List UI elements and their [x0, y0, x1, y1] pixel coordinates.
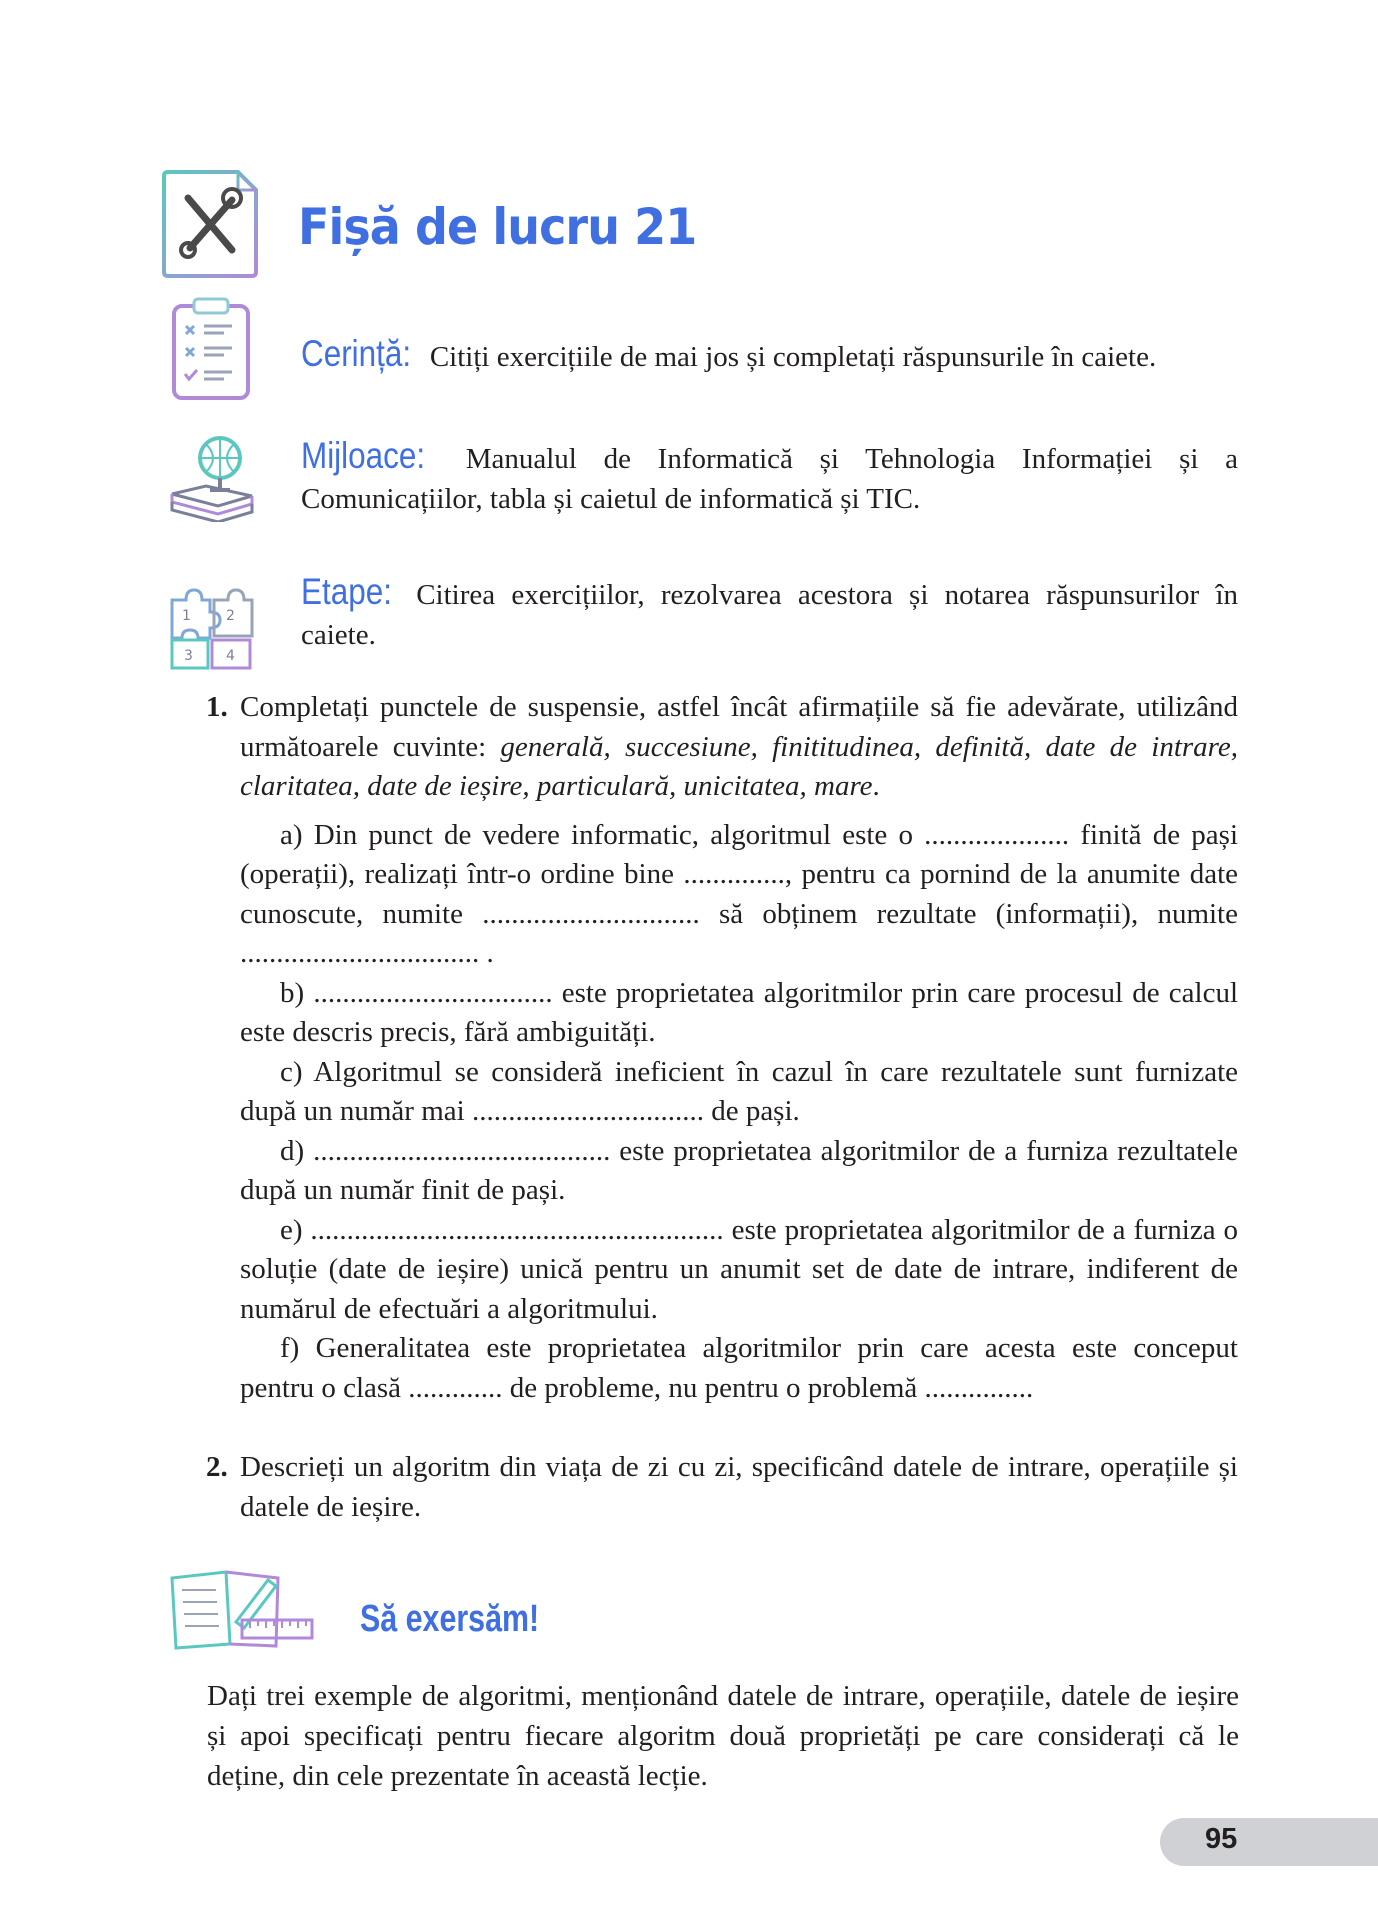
checklist-icon — [170, 296, 252, 402]
exercise-2 — [206, 1448, 1238, 1527]
mijloace-section — [301, 436, 1238, 519]
notebook-pencil-icon — [166, 1566, 316, 1650]
tools-icon — [160, 168, 260, 280]
exercise-item-d: d) ......................................... este proprietatea algoritmilor de a furniza rezultatele după un număr finit de pași. — [240, 1134, 1238, 1206]
exercise-2-number: 2. — [206, 1451, 228, 1483]
puzzle-icon — [168, 586, 256, 672]
practice-text: Dați trei exemple de algoritmi, menționând datele de intrare, operațiile, datele de ieșire și apoi specificați pentru fiecare algoritm două proprietăți pe care considerați că le deține, din cele prezentate în această lecție. — [207, 1680, 1239, 1792]
etape-text: Citirea exercițiilor, rezolvarea acestora și notarea răspunsurilor în caiete. — [301, 579, 1238, 651]
exercise-item-e: e) ......................................................... este proprietatea algoritmilor de a furniza o soluție (date de ieșire) unică pentru un anumit set de date de intrare, indiferent de numărul de efectuări a algoritmului. — [240, 1213, 1238, 1325]
exercise-1 — [206, 688, 1238, 1408]
exercise-2-text: Descrieți un algoritm din viața de zi cu zi, specificând datele de intrare, operațiile și datele de ieșire. — [240, 1451, 1238, 1523]
svg-text:1: 1 — [182, 608, 191, 624]
exercise-1-items — [240, 816, 1238, 1409]
cerinta-text: Citiți exercițiile de mai jos și completați răspunsurile în caiete. — [429, 341, 1157, 373]
page-number: 95 — [1205, 1823, 1238, 1855]
mijloace-label: Mijloace: — [301, 435, 426, 476]
practice-title: Să exersăm! — [360, 1598, 540, 1640]
exercise-1-intro: Completați punctele de suspensie, astfel încât afirmațiile să fie adevărate, utilizând următoarele cuvinte: generală, succesiune, finititudinea, definită, date de intrare, claritatea, date de ieșire, particulară, unicitatea, mare. — [240, 691, 1238, 802]
exercise-1-words: generală, succesiune, finititudinea, definită, date de intrare, claritatea, date de ieșire, particulară, unicitatea, mare — [240, 730, 1238, 802]
etape-label: Etape: — [301, 571, 392, 612]
svg-text:3: 3 — [184, 648, 193, 664]
svg-text:4: 4 — [226, 648, 235, 664]
globe-books-icon — [166, 432, 258, 522]
cerinta-label: Cerință: — [301, 333, 412, 374]
exercise-item-f: f) Generalitatea este proprietatea algoritmilor prin care acesta este conceput pentru o clasă ............. de probleme, nu pentru o problemă ............... — [240, 1332, 1238, 1404]
exercise-item-c: c) Algoritmul se consideră ineficient în cazul în care rezultatele sunt furnizate după un număr mai ................................ de pași. — [240, 1055, 1238, 1127]
mijloace-text: Manualul de Informatică și Tehnologia Informației și a Comunicațiilor, tabla și caietul de informatică și TIC. — [301, 443, 1239, 515]
page-title: Fișă de lucru 21 — [298, 198, 697, 256]
svg-text:2: 2 — [226, 608, 235, 624]
exercise-item-b: b) ................................. este proprietatea algoritmilor prin care procesul de calcul este descris precis, fără ambiguități. — [240, 976, 1238, 1048]
page-number-tab — [1160, 1818, 1378, 1866]
cerinta-section — [301, 334, 1238, 377]
exercise-item-a: a) Din punct de vedere informatic, algoritmul este o .................... finită de pași (operații), realizați într-o ordine bine .............., pentru ca pornind de la anumite date cunoscute, numite .............................. să obținem rezultate (informații), numite ................................. . — [240, 818, 1238, 969]
etape-section — [301, 572, 1238, 655]
exercise-1-number: 1. — [206, 691, 228, 723]
